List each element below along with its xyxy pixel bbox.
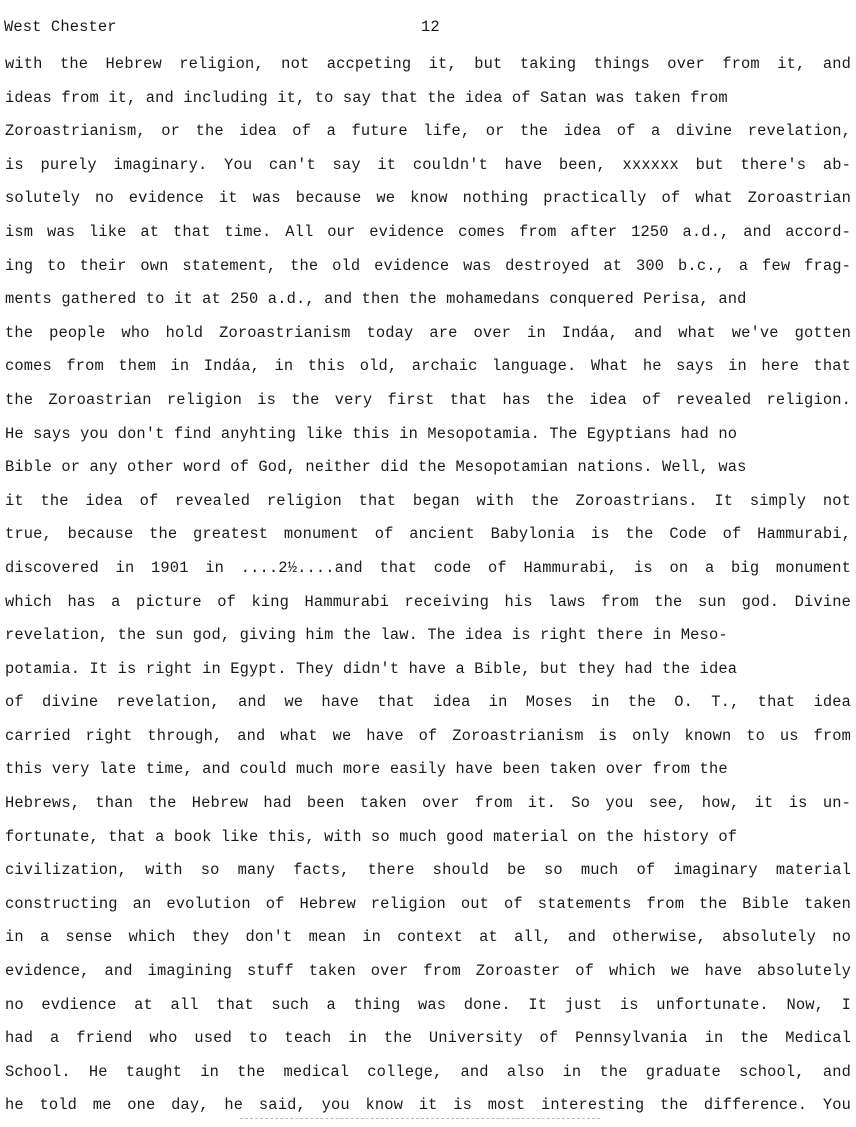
body-text	[5, 52, 851, 1127]
text-line: solutely no evidence it was because we know nothing practically of what Zoroastrian	[5, 189, 851, 208]
text-line: Bible or any other word of God, neither did the Mesopotamian nations. Well, was	[5, 458, 747, 477]
text-line: He says you don't find anyhting like this in Mesopotamia. The Egyptians had no	[5, 424, 738, 443]
text-line: evidence, and imagining stuff taken over from Zoroaster of which we have absolutely	[5, 962, 851, 981]
text-line: the Zoroastrian religion is the very first that has the idea of revealed religion.	[5, 390, 851, 409]
text-line: constructing an evolution of Hebrew religion out of statements from the Bible taken	[5, 894, 851, 913]
page-number: 12	[421, 18, 440, 36]
text-line: Hebrews, than the Hebrew had been taken over from it. So you see, how, it is un-	[5, 794, 851, 813]
text-line: civilization, with so many facts, there should be so much of imaginary material	[5, 861, 851, 880]
text-line: ments gathered to it at 250 a.d., and then the mohamedans conquered Perisa, and	[5, 290, 747, 309]
text-line: revelation, the sun god, giving him the law. The idea is right there in Meso-	[5, 626, 728, 645]
text-line: Zoroastrianism, or the idea of a future life, or the idea of a divine revelation,	[5, 122, 851, 141]
text-line: the people who hold Zoroastrianism today are over in Indáa, and what we've gotten	[5, 323, 851, 342]
page-cutoff-divider	[240, 1118, 600, 1122]
text-line: fortunate, that a book like this, with so much good material on the history of	[5, 827, 738, 846]
page-header	[4, 18, 856, 40]
text-line: no evdience at all that such a thing was done. It just is unfortunate. Now, I	[5, 995, 851, 1014]
text-line: School. He taught in the medical college, and also in the graduate school, and	[5, 1062, 851, 1081]
text-line: of divine revelation, and we have that idea in Moses in the O. T., that idea	[5, 693, 851, 712]
text-line: discovered in 1901 in ....2½....and that code of Hammurabi, is on a big monument	[5, 558, 851, 577]
text-line: with the Hebrew religion, not accpeting it, but taking things over from it, and	[5, 55, 851, 73]
text-line: it the idea of revealed religion that began with the Zoroastrians. It simply not	[5, 491, 851, 510]
text-line: he told me one day, he said, you know it is most interesting the difference. You	[5, 1096, 851, 1115]
text-line: this very late time, and could much more easily have been taken over from the	[5, 760, 728, 779]
text-line: carried right through, and what we have of Zoroastrianism is only known to us from	[5, 726, 851, 745]
text-line: is purely imaginary. You can't say it couldn't have been, xxxxxx but there's ab-	[5, 155, 851, 174]
text-line: ideas from it, and including it, to say that the idea of Satan was taken from	[5, 88, 728, 107]
header-location: West Chester	[4, 18, 117, 36]
text-line: comes from them in Indáa, in this old, archaic language. What he says in here that	[5, 357, 851, 376]
text-line: which has a picture of king Hammurabi receiving his laws from the sun god. Divine	[5, 592, 851, 611]
text-line: potamia. It is right in Egypt. They didn't have a Bible, but they had the idea	[5, 659, 738, 678]
text-line: in a sense which they don't mean in context at all, and otherwise, absolutely no	[5, 928, 851, 947]
text-line: ing to their own statement, the old evidence was destroyed at 300 b.c., a few frag-	[5, 256, 851, 275]
text-line: ism was like at that time. All our evidence comes from after 1250 a.d., and accord-	[5, 222, 851, 241]
text-line: had a friend who used to teach in the University of Pennsylvania in the Medical	[5, 1029, 851, 1048]
text-line: true, because the greatest monument of ancient Babylonia is the Code of Hammurabi,	[5, 525, 851, 544]
